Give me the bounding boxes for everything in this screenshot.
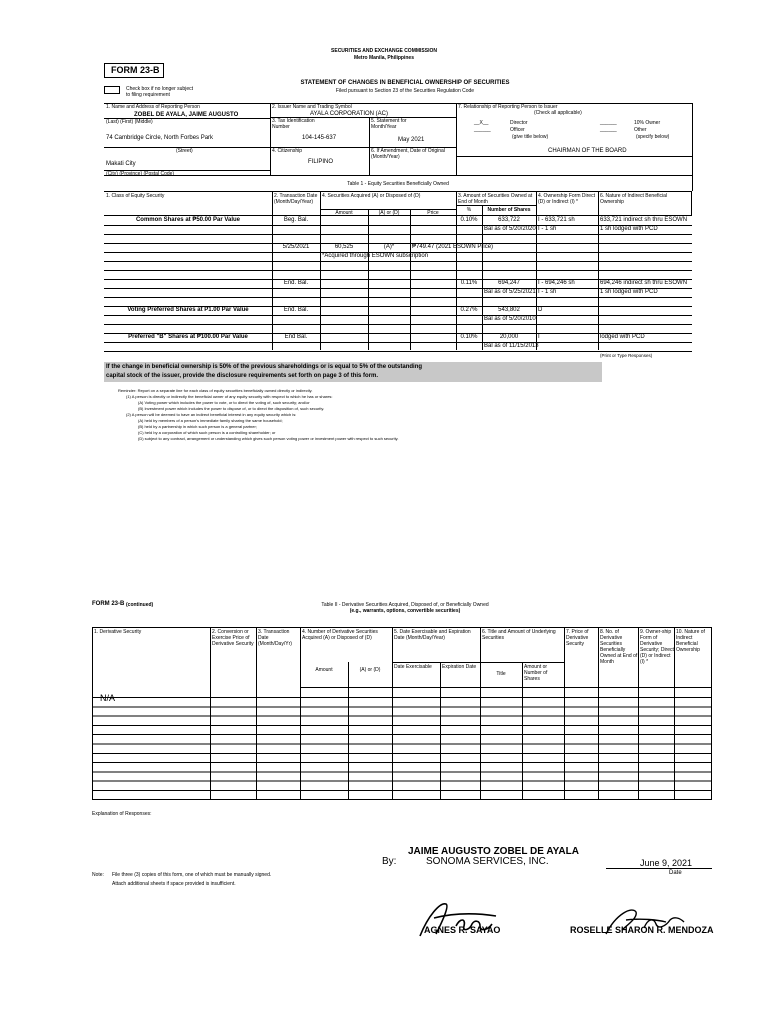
- form-label-box: [104, 63, 164, 78]
- t1-cell-date: End Bal.: [284, 334, 308, 340]
- t1-cell-amt: 60,525: [334, 244, 354, 250]
- t2-header-amount: Amount: [315, 667, 333, 673]
- field-1-label: 1. Name and Address of Reporting Person: [106, 104, 200, 110]
- t1-cell-form: I - 1 sh: [538, 289, 557, 295]
- t1-cell-pct: 0.27%: [460, 307, 478, 313]
- t2-header-expiration: Expiration Date: [442, 664, 477, 670]
- no-longer-subject-checkbox[interactable]: [104, 86, 120, 94]
- t2-na-value: N/A: [100, 693, 116, 703]
- t1-cell-num: Bal as of 5/20/2020: [484, 226, 536, 232]
- t2-header-ownership: 9. Owner-ship Form of Derivative Security; Direct (D) or Indirect (I) *: [640, 629, 674, 665]
- t2-header-ad: (A) or (D): [359, 667, 381, 673]
- t1-cell-nature: 694,246 indirect sh thru ESOWN: [600, 280, 688, 286]
- signer-name: JAIME AUGUSTO ZOBEL DE AYALA: [408, 846, 579, 857]
- t2-header-price: 7. Price of Derivative Security: [566, 629, 589, 647]
- table2-title: Table II - Derivative Securities Acquired, Disposed of, or Beneficially Owned: [321, 602, 489, 608]
- t1-header-amount: Amount: [335, 210, 353, 216]
- company-name: SONOMA SERVICES, INC.: [426, 856, 549, 867]
- table1-title: Table 1 - Equity Securities Beneficially Owned: [347, 181, 449, 187]
- t2-header-exercisable: 5. Date Exercisable and Expiration Date (Month/Day/Year): [394, 629, 471, 641]
- reminder-line: (A) Voting power which includes the power to vote, or to direct the voting of, such security; and/or: [138, 400, 310, 405]
- director-label: Director: [510, 120, 528, 126]
- form-subtitle: Filed pursuant to Section 23 of the Securities Regulation Code: [335, 88, 475, 94]
- t1-cell-date: End. Bal.: [283, 280, 309, 286]
- t1-header-nature: 6. Nature of Indirect Beneficial Ownership: [600, 193, 667, 205]
- t1-cell-nature: 1 sh lodged with PCD: [600, 289, 658, 295]
- t1-cell-num: 543,802: [498, 307, 520, 313]
- derivative-securities-table: [92, 627, 712, 800]
- t2-header-owned: 8. No. of Derivative Securities Beneficially Owned at End of Month: [600, 629, 638, 665]
- signature-date: June 9, 2021: [640, 858, 693, 868]
- notice-line-1: If the change in beneficial ownership is 50% of the previous shareholdings or is equal to 5% of the outstanding: [106, 364, 423, 370]
- t1-cell-cls: Preferred "B" Shares at ₱100.00 Par Value: [128, 334, 248, 340]
- t1-header-number: Number of Shares: [487, 207, 531, 213]
- t1-header-pct: %: [466, 207, 472, 213]
- reminder-line: (D) subject to any contract, arrangement or understanding which gives such person voting power or investment power with respect to such security.: [138, 436, 399, 441]
- reminder-line: (2) A person will be deemed to have an indirect beneficial interest in any equity security which is:: [126, 412, 297, 417]
- signatory-2: ROSELLE SHARON R. MENDOZA: [570, 925, 714, 935]
- t1-cell-pct: 0.10%: [460, 217, 478, 223]
- notice-line-2: capital stock of the issuer, provide the disclosure requirements set forth on page 3 of this form.: [106, 373, 379, 379]
- t2-header-security: 1. Derivative Security: [94, 629, 142, 635]
- tin-value: 104-145-637: [302, 135, 337, 141]
- t1-cell-date: 5/25/2021: [282, 244, 310, 250]
- form-label: FORM 23-B: [111, 65, 160, 75]
- t1-cell-form: D: [538, 307, 543, 313]
- t2-header-title: Title: [496, 671, 506, 677]
- reminder-line: (C) held by a corporation of which such person is a controlling shareholder; or: [138, 430, 276, 435]
- ten-pct-owner-label: 10% Owner: [634, 120, 661, 126]
- field-5-label: 5. Statement for Month/Year: [371, 118, 407, 130]
- t1-cell-form: I - 694,246 sh: [538, 280, 575, 286]
- reminder-line: (A) held by members of a person's immediate family sharing the same household;: [138, 418, 283, 423]
- table2-subtitle: (e.g., warrants, options, convertible securities): [349, 608, 461, 614]
- t1-cell-num: Bal as of 5/25/2021: [484, 289, 536, 295]
- statement-month-year: May 2021: [398, 137, 425, 143]
- t1-cell-cls: Common Shares at ₱50.00 Par Value: [135, 217, 241, 223]
- t2-header-underlying: 6. Title and Amount of Underlying Securities: [482, 629, 556, 641]
- t1-cell-nature: lodged with PCD: [600, 334, 645, 340]
- reporting-city: Makati City: [106, 161, 136, 167]
- field-2-label: 2. Issuer Name and Trading Symbol: [272, 104, 352, 110]
- t1-cell-pct: 0.10%: [460, 334, 478, 340]
- t1-header-amount-owned: 3. Amount of Securities Owned at End of Month: [458, 193, 533, 205]
- page2-continued: (continued): [126, 602, 154, 608]
- page2-form-label: FORM 23-B: [92, 601, 125, 607]
- t1-cell-nature: 1 sh lodged with PCD: [600, 226, 658, 232]
- t2-header-date-exercisable: Date Exercisable: [394, 664, 432, 670]
- t1-header-ad: (A) or (D): [378, 210, 400, 216]
- officer-label: Officer: [510, 127, 525, 133]
- reminder-line: (B) Investment power which includes the power to dispose of, or to direct the disposition of, such security.: [138, 406, 325, 411]
- other-blank: ______: [600, 127, 617, 133]
- t1-cell-nature: 633,721 indirect sh thru ESOWN: [600, 217, 688, 223]
- note-line-1: File three (3) copies of this form, one of which must be manually signed.: [112, 872, 272, 878]
- t1-header-price: Price: [427, 210, 439, 216]
- t2-header-nature: 10. Nature of Indirect Beneficial Ownership: [676, 629, 705, 653]
- print-note: (Print or Type Responses): [600, 353, 653, 358]
- ten-pct-blank: ______: [600, 120, 617, 126]
- field-7-label: 7. Relationship of Reporting Person to Issuer: [458, 104, 558, 110]
- form-title: STATEMENT OF CHANGES IN BENEFICIAL OWNERSHIP OF SECURITIES: [300, 80, 510, 86]
- relationship-value: CHAIRMAN OF THE BOARD: [548, 148, 627, 154]
- reporting-person-name: ZOBEL DE AYALA, JAIME AUGUSTO: [134, 112, 239, 118]
- field-6-label: 6. If Amendment, Date of Original (Month/Year): [371, 148, 445, 160]
- by-label: By:: [382, 856, 397, 867]
- reminder-line: Reminder: Report on a separate line for each class of equity securities beneficially owned directly or indirectly.: [118, 388, 313, 393]
- reminder-line: (B) held by a partnership in which such person is a general partner;: [138, 424, 257, 429]
- t2-header-date: 3. Transaction Date (Month/Day/Yr): [258, 629, 292, 647]
- specify-label: (specify below): [636, 134, 670, 140]
- issuer-name: AYALA CORPORATION (AC): [310, 111, 389, 117]
- t2-header-conversion: 2. Conversion or Exercise Price of Derivative Security: [212, 629, 254, 647]
- disclosure-notice: [104, 362, 602, 382]
- city-label: (City) (Province) (Postal Code): [106, 171, 175, 177]
- t1-cell-pct: 0.11%: [460, 280, 478, 286]
- t1-cell-ad: (A)*: [383, 244, 395, 250]
- explanation-label: Explanation of Responses:: [92, 811, 152, 817]
- t1-cell-num: 20,000: [499, 334, 519, 340]
- check-all-label: (Check all applicable): [534, 110, 582, 116]
- field-3-label: 3. Tax Identification Number: [272, 118, 315, 130]
- checkbox-label-1: Check box if no longer subject: [126, 86, 193, 92]
- t1-cell-num: Bal as of 5/20/2010: [484, 316, 536, 322]
- checkbox-label-2: to filing requirement: [126, 92, 170, 98]
- reminder-line: (1) A person is directly or indirectly the beneficial owner of any equity security with respect to which he has or shares:: [126, 394, 333, 399]
- t1-cell-date: End. Bal.: [283, 307, 309, 313]
- give-title-label: (give title below): [512, 134, 549, 140]
- street-label: (Street): [176, 148, 193, 154]
- t1-cell-num: Bal as of 11/15/2013: [484, 343, 539, 349]
- t1-cell-form: I: [538, 334, 540, 340]
- agency-name: SECURITIES AND EXCHANGE COMMISSION: [331, 48, 437, 54]
- t2-header-amount-shares: Amount or Number of Shares: [524, 664, 548, 682]
- note-label: Note:: [92, 872, 104, 878]
- t1-cell-num: 694,247: [498, 280, 520, 286]
- t1-cell-amt: *Acquired through ESOWN subscription: [322, 253, 429, 259]
- officer-blank: ______: [474, 127, 491, 133]
- date-underline: [606, 868, 712, 869]
- t1-header-acquired: 4. Securities Acquired (A) or Disposed of (D): [322, 193, 421, 199]
- t1-cell-cls: Voting Preferred Shares at P1.00 Par Value: [127, 307, 249, 313]
- t2-header-number: 4. Number of Derivative Securities Acquired (A) or Disposed of (D): [302, 629, 378, 641]
- note-line-2: Attach additional sheets if space provided is insufficient.: [112, 881, 236, 887]
- t1-cell-price: ₱749.47 (2021 ESOWN Price): [412, 244, 494, 250]
- date-label: Date: [669, 870, 682, 876]
- director-mark[interactable]: __X__: [474, 120, 489, 126]
- other-label: Other: [634, 127, 647, 133]
- field-4-label: 4. Citizenship: [272, 148, 303, 154]
- agency-location: Metro Manila, Philippines: [353, 55, 414, 61]
- t1-header-ownership-form: 4. Ownership Form Direct (D) or Indirect (I) *: [538, 193, 595, 205]
- t1-header-date: 2. Transaction Date (Month/Day/Year): [274, 193, 318, 205]
- reporting-address: 74 Cambridge Circle, North Forbes Park: [106, 135, 214, 141]
- signatory-1: AGNES R. SAYAO: [424, 925, 501, 935]
- signature-sayao: [400, 896, 510, 944]
- t1-cell-date: Beg. Bal.: [283, 217, 309, 223]
- t1-cell-form: I - 633,721 sh: [538, 217, 575, 223]
- t1-cell-num: 633,722: [498, 217, 520, 223]
- name-format-label: (Last) (First) (Middle): [106, 119, 153, 125]
- citizenship-value: FILIPINO: [308, 159, 334, 165]
- t1-cell-form: I - 1 sh: [538, 226, 557, 232]
- t1-header-class: 1. Class of Equity Security: [106, 193, 165, 199]
